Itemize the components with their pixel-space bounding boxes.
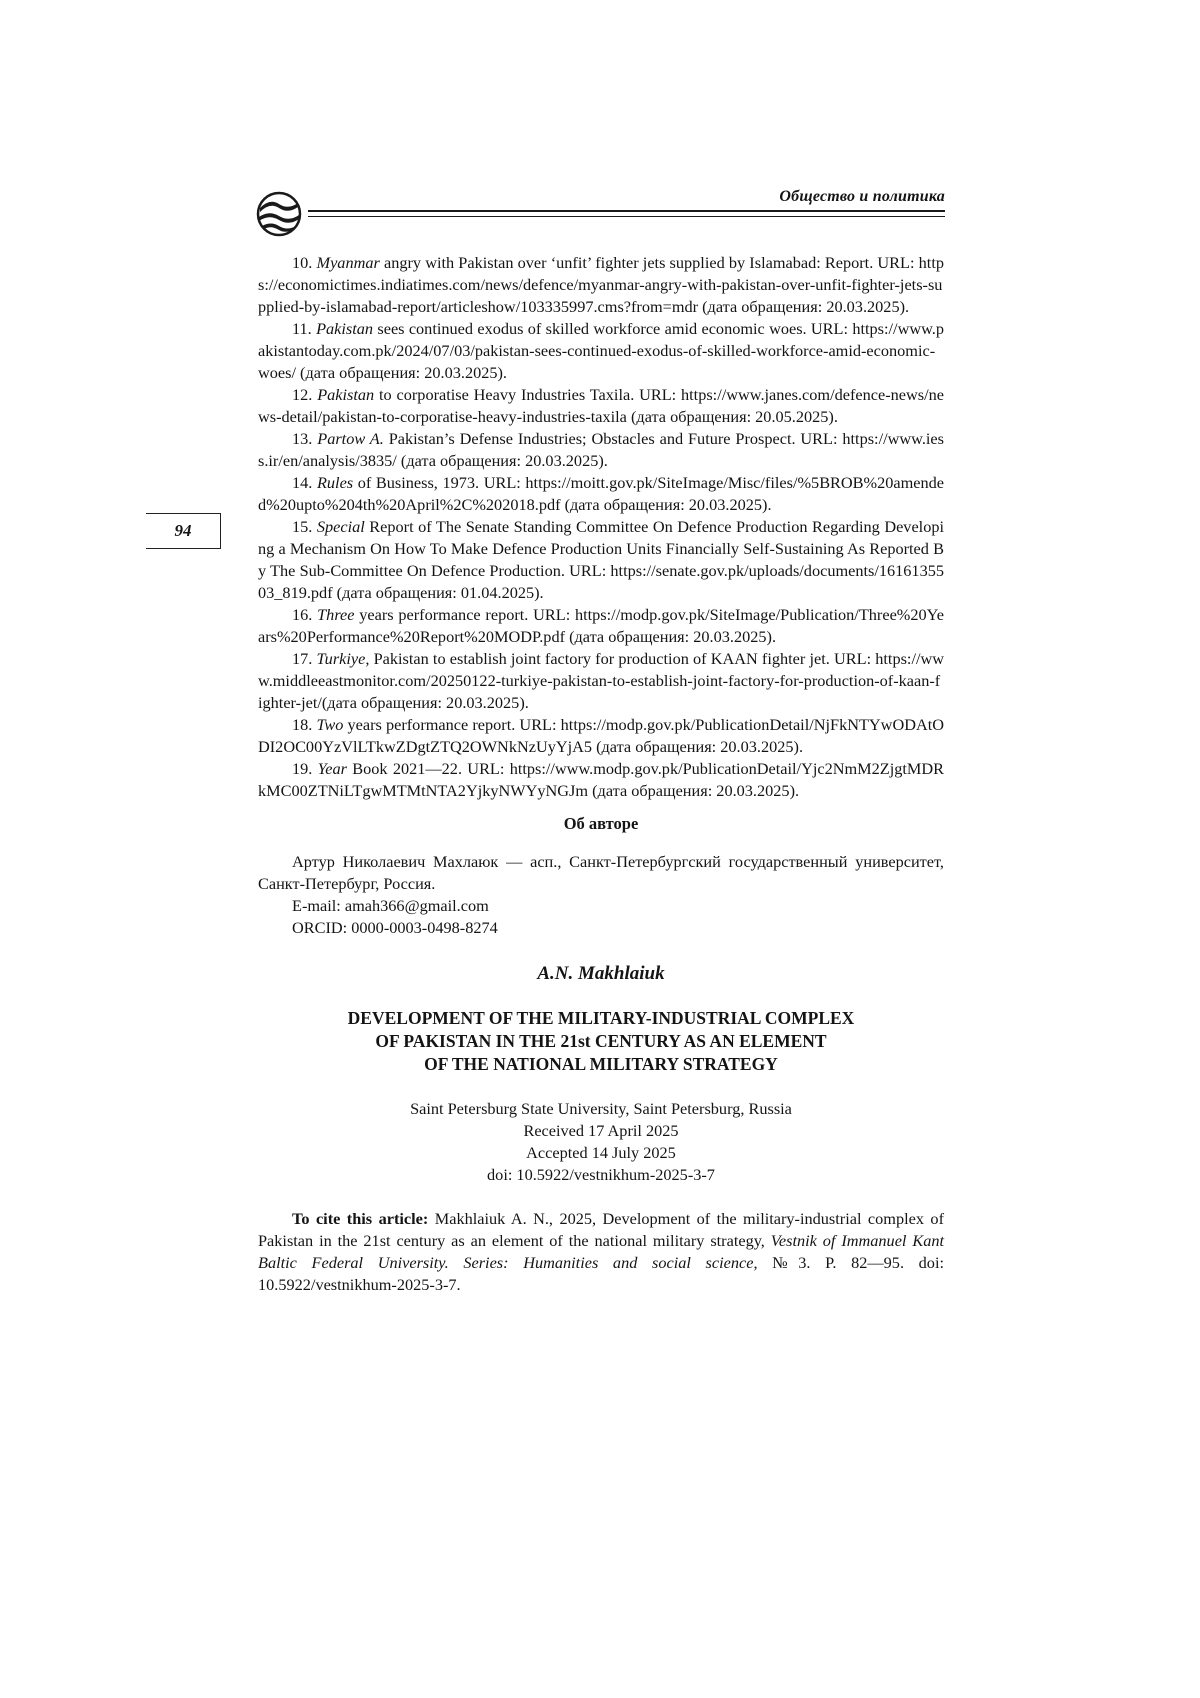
title-line: OF PAKISTAN IN THE 21st CENTURY AS AN ELEMENT	[375, 1031, 827, 1051]
reference-item: 17. Turkiye, Pakistan to establish joint factory for production of KAAN fighter jet. URL: https://www.middleeastmonitor.com/20250122-turkiye-pakistan-to-establish-joint-factory-for-production-of-kaan-fighter-jet/(дата обращения: 20.03.2025).	[258, 649, 945, 712]
section-title: Общество и политика	[779, 188, 945, 205]
affiliation: Saint Petersburg State University, Saint Petersburg, Russia	[410, 1099, 792, 1118]
reference-item: 15. Special Report of The Senate Standing Committee On Defence Production Regarding Developing a Mechanism On How To Make Defence Production Units Financially Self-Sustaining As Reported By The Sub-Committee On Defence Production. URL: https://senate.gov.pk/uploads/documents/1616135503_819.pdf (дата обращения: 01.04.2025).	[258, 517, 944, 602]
author-email: E-mail: amah366@gmail.com	[292, 896, 489, 915]
reference-item: 10. Myanmar angry with Pakistan over ‘unfit’ fighter jets supplied by Islamabad: Report. URL: https://economictimes.indiatimes.com/news/defence/myanmar-angry-with-pakistan-over-unfit-fighter-jets-supplied-by-islamabad-report/articleshow/103335997.cms?from=mdr (дата обращения: 20.03.2025).	[258, 253, 944, 316]
article-title-english	[258, 1007, 944, 1076]
about-author-heading: Об авторе	[563, 814, 639, 833]
title-line: DEVELOPMENT OF THE MILITARY-INDUSTRIAL COMPLEX	[347, 1008, 855, 1028]
page-content	[258, 252, 944, 1296]
journal-name: Vestnik of Immanuel Kant Baltic Federal University. Series: Humanities and social science	[258, 1231, 944, 1272]
reference-item: 13. Partow A. Pakistan’s Defense Industries; Obstacles and Future Prospect. URL: https://www.iess.ir/en/analysis/3835/ (дата обращения: 20.03.2025).	[258, 429, 944, 470]
author-bio: Артур Николаевич Махлаюк — асп., Санкт-Петербургский государственный университет, Санкт-Петербург, Россия.	[258, 852, 944, 893]
reference-list	[258, 252, 944, 802]
page-number-box	[146, 513, 221, 549]
reference-item: 11. Pakistan sees continued exodus of skilled workforce amid economic woes. URL: https://www.pakistantoday.com.pk/2024/07/03/pakistan-sees-continued-exodus-of-skilled-workforce-amid-economic-woes/ (дата обращения: 20.03.2025).	[258, 319, 944, 382]
reference-item: 18. Two years performance report. URL: https://modp.gov.pk/PublicationDetail/NjFkNTYwODAtODI2OC00YzVlLTkwZDgtZTQ2OWNkNzUyYjA5 (дата обращения: 20.03.2025).	[258, 715, 944, 756]
reference-item: 16. Three years performance report. URL: https://modp.gov.pk/SiteImage/Publication/Three%20Years%20Performance%20Report%20MODP.pdf (дата обращения: 20.03.2025).	[258, 605, 944, 646]
article-meta	[258, 1098, 944, 1186]
accepted-date: Accepted 14 July 2025	[526, 1143, 676, 1162]
reference-item: 19. Year Book 2021—22. URL: https://www.modp.gov.pk/PublicationDetail/Yjc2NmM2ZjgtMDRkMC00ZTNiLTgwMTMtNTA2YjkyNWYyNGJm (дата обращения: 20.03.2025).	[258, 759, 944, 800]
author-orcid: ORCID: 0000-0003-0498-8274	[292, 918, 498, 937]
page-number: 94	[174, 521, 192, 540]
citation-label: To cite this article:	[292, 1209, 429, 1228]
received-date: Received 17 April 2025	[523, 1121, 679, 1140]
title-line: OF THE NATIONAL MILITARY STRATEGY	[424, 1054, 778, 1074]
journal-logo-icon	[256, 191, 302, 237]
reference-item: 14. Rules of Business, 1973. URL: https://moitt.gov.pk/SiteImage/Misc/files/%5BROB%20amended%20upto%204th%20April%2C%202018.pdf (дата обращения: 20.03.2025).	[258, 473, 944, 514]
citation: To cite this article: Makhlaiuk A. N., 2025, Development of the military-industrial complex of Pakistan in the 21st century as an element of the national military strategy, Vestnik of Immanuel Kant Baltic Federal University. Series: Humanities and social science, №3. P. 82—95. doi: 10.5922/vestnikhum-2025-3-7.	[258, 1209, 944, 1294]
header-divider	[308, 210, 945, 217]
reference-item: 12. Pakistan to corporatise Heavy Industries Taxila. URL: https://www.janes.com/defence-news/news-detail/pakistan-to-corporatise-heavy-industries-taxila (дата обращения: 20.05.2025).	[258, 385, 944, 426]
doi: doi: 10.5922/vestnikhum-2025-3-7	[487, 1165, 715, 1184]
author-name-english: A.N. Makhlaiuk	[537, 963, 665, 984]
